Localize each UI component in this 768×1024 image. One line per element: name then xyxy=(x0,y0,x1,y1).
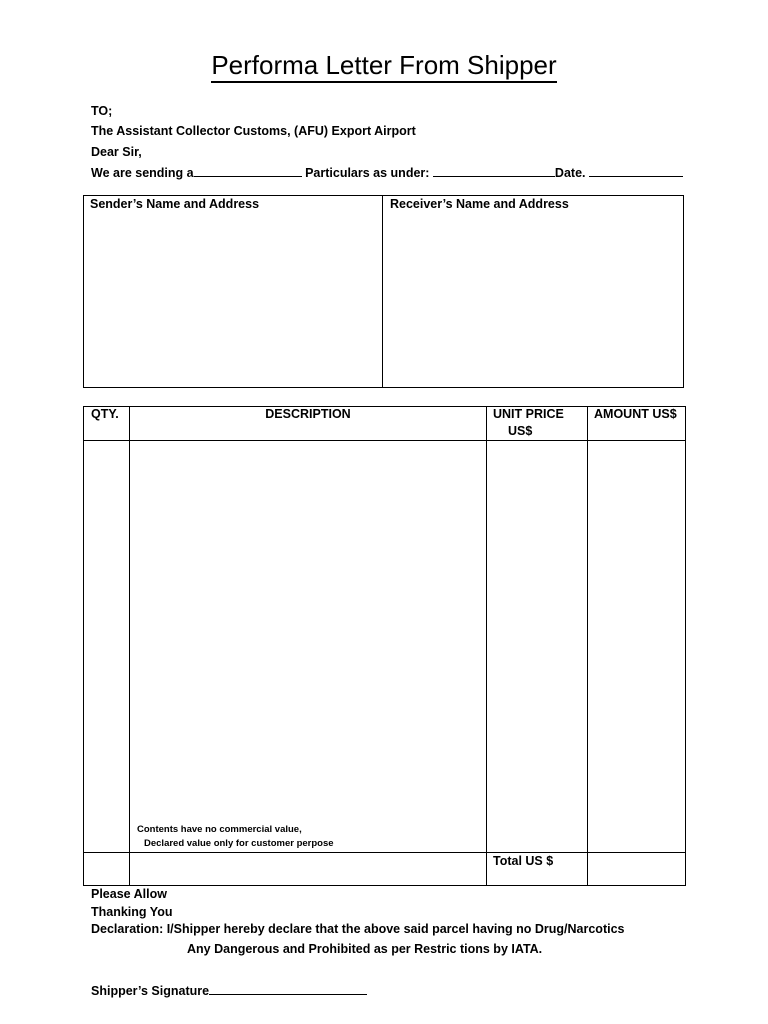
header-row-divider xyxy=(83,440,686,441)
sending-prefix: We are sending a xyxy=(91,166,194,180)
item-blank-field[interactable] xyxy=(194,164,302,177)
declaration-line-1: Declaration: I/Shipper hereby declare that the above said parcel having no Drug/Narcotics xyxy=(91,922,625,936)
signature-blank-field[interactable] xyxy=(209,982,367,995)
declaration-line-2: Any Dangerous and Prohibited as per Restric tions by IATA. xyxy=(187,942,543,956)
address-divider xyxy=(382,195,383,388)
unit-price-entry-field[interactable] xyxy=(488,442,586,850)
addressee-line: The Assistant Collector Customs, (AFU) Export Airport xyxy=(91,124,416,138)
amount-header: AMOUNT US$ xyxy=(594,407,677,421)
qty-header: QTY. xyxy=(91,407,119,421)
unit-price-header-line1: UNIT PRICE xyxy=(493,407,564,421)
signature-label: Shipper’s Signature xyxy=(91,984,210,998)
qty-entry-field[interactable] xyxy=(84,442,128,850)
description-column-divider xyxy=(486,406,487,886)
commercial-value-note: Contents have no commercial value, xyxy=(137,824,302,835)
page-title xyxy=(0,50,768,81)
declared-value-note: Declared value only for customer perpose xyxy=(144,838,334,849)
total-amount-field[interactable] xyxy=(589,854,685,884)
sender-address-field[interactable] xyxy=(84,214,381,386)
qty-column-divider xyxy=(129,406,130,886)
description-header: DESCRIPTION xyxy=(265,407,351,421)
unit-price-header-line2: US$ xyxy=(508,424,533,438)
total-label: Total US $ xyxy=(493,854,554,868)
please-allow-line: Please Allow xyxy=(91,887,167,901)
date-label: Date. xyxy=(554,166,586,180)
receiver-address-field[interactable] xyxy=(384,214,682,386)
amount-entry-field[interactable] xyxy=(589,442,685,850)
description-entry-field[interactable] xyxy=(131,442,485,822)
receiver-label: Receiver’s Name and Address xyxy=(390,197,569,211)
sender-label: Sender’s Name and Address xyxy=(90,197,260,211)
unit-price-column-divider xyxy=(587,406,588,886)
thanking-you-line: Thanking You xyxy=(91,905,173,919)
total-row-divider xyxy=(83,852,686,853)
title-text: Performa Letter From Shipper xyxy=(211,50,556,83)
particulars-label: Particulars as under: xyxy=(305,166,430,180)
salutation-line: Dear Sir, xyxy=(91,145,142,159)
sending-line xyxy=(91,164,683,180)
signature-line xyxy=(91,982,367,998)
to-line: TO; xyxy=(91,104,113,118)
particulars-blank-field[interactable] xyxy=(433,164,555,177)
date-blank-field[interactable] xyxy=(589,164,683,177)
